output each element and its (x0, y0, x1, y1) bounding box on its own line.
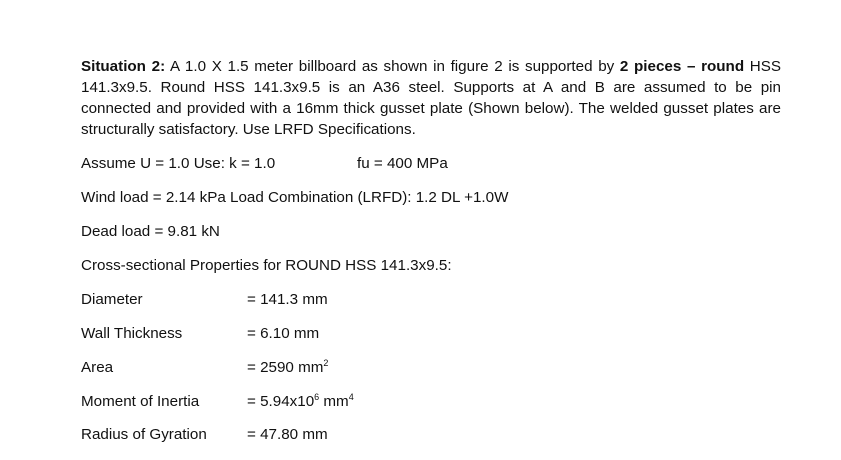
situation-heading: Situation 2: (81, 58, 166, 75)
area-unit-superscript: 2 (323, 358, 329, 368)
property-value-area (247, 358, 328, 378)
property-value-diameter: = 141.3 mm (247, 291, 328, 308)
inertia-exponent: 6 (314, 392, 320, 402)
situation-text-1: A 1.0 X 1.5 meter billboard as shown in figure 2 is supported by (165, 58, 620, 75)
dead-load-line: Dead load = 9.81 kN (81, 223, 220, 240)
properties-heading: Cross-sectional Properties for ROUND HSS 141.3x9.5: (81, 257, 452, 274)
situation-text-2: HSS 141.3x9.5. Round HSS 141.3x9.5 is an A36 steel. Supports at A and B are assumed to be pin connected and provided with a 16mm thick gusset plate (Shown below). The welded gusset plates are structurally satisfactory. Use LRFD Specifications. (81, 58, 781, 138)
inertia-unit-text: mm (319, 393, 349, 410)
situation-paragraph (81, 56, 781, 140)
property-label-radius-of-gyration: Radius of Gyration (81, 426, 207, 443)
assume-line: Assume U = 1.0 Use: k = 1.0 (81, 155, 276, 172)
property-value-moment-of-inertia (247, 392, 354, 412)
property-label-diameter: Diameter (81, 291, 143, 308)
wind-load-line: Wind load = 2.14 kPa Load Combination (LRFD): 1.2 DL +1.0W (81, 189, 509, 206)
inertia-unit-superscript: 4 (348, 392, 354, 402)
property-value-wall-thickness: = 6.10 mm (247, 325, 320, 342)
property-label-area: Area (81, 359, 114, 376)
fu-line: fu = 400 MPa (357, 155, 448, 172)
area-value-text: = 2590 mm (247, 359, 324, 376)
inertia-value-text: = 5.94x10 (247, 393, 315, 410)
property-value-radius-of-gyration: = 47.80 mm (247, 426, 328, 443)
property-label-moment-of-inertia: Moment of Inertia (81, 393, 200, 410)
property-label-wall-thickness: Wall Thickness (81, 325, 183, 342)
situation-bold-pieces: 2 pieces – round (619, 58, 745, 75)
